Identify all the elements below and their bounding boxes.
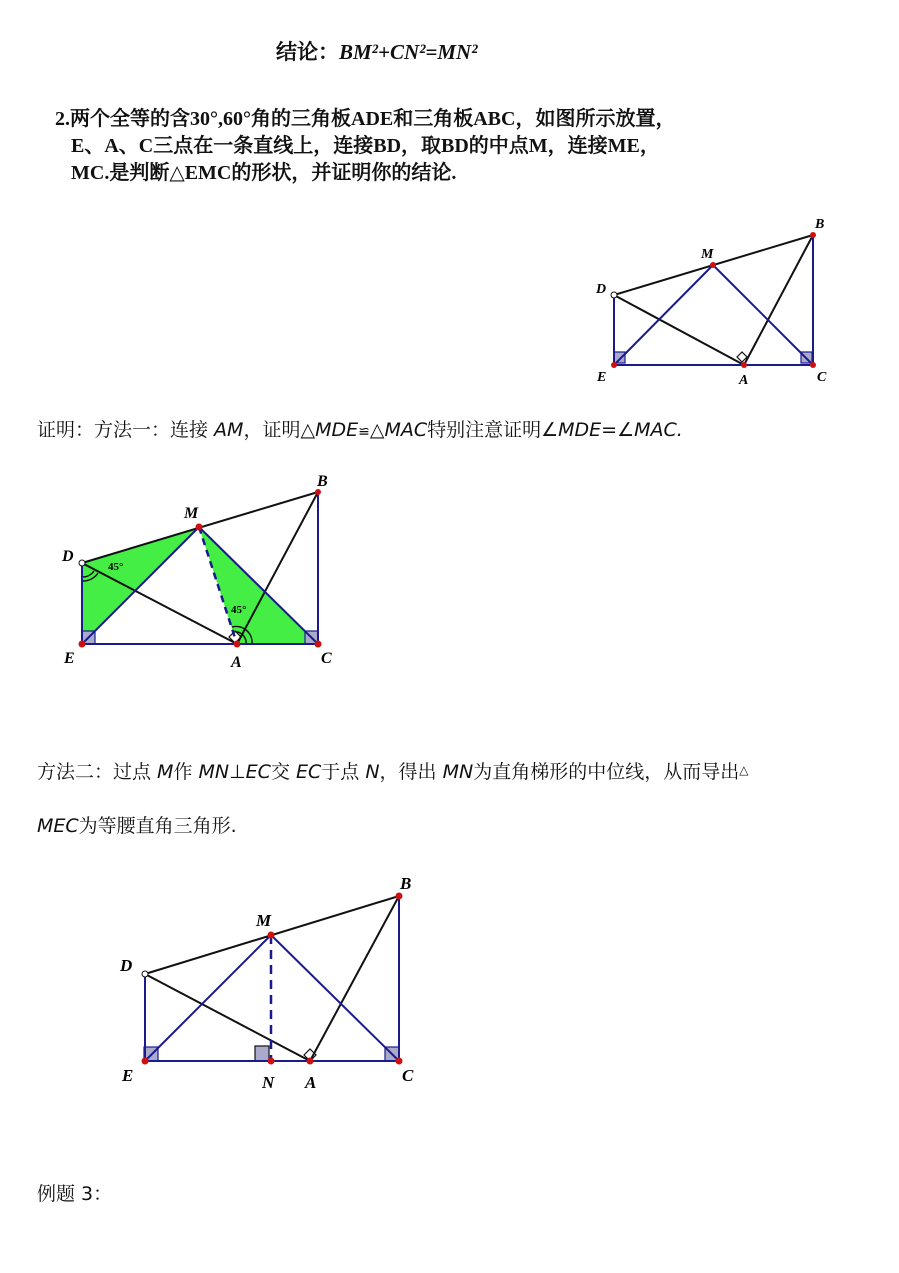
conclusion-label: 结论： (276, 40, 339, 64)
point-e (142, 1058, 149, 1065)
method-2-part-4: 于点 (321, 761, 366, 783)
right-angle-mark-e (614, 352, 625, 363)
point-c (315, 641, 322, 648)
conclusion-line (276, 36, 478, 66)
problem-line-2: E、A、C三点在一条直线上，连接BD，取BD的中点M，连接ME， (71, 135, 660, 157)
method-1-mid: ，证明 (243, 419, 301, 441)
method-2-part-3: 交 (270, 761, 296, 783)
label-c: C (321, 650, 332, 667)
point-a (741, 362, 747, 368)
label-d: D (596, 282, 607, 297)
point-m (268, 932, 275, 939)
problem-line-3: MC.是判断△EMC的形状，并证明你的结论. (71, 162, 457, 184)
method-1-am: AM (214, 419, 244, 441)
label-m: M (256, 911, 272, 930)
method-1-prefix: 证明：方法一：连接 (37, 419, 215, 441)
segment-mc (271, 935, 399, 1061)
method-2-point-n: N (365, 761, 380, 783)
angle-label-a: 45° (231, 604, 247, 616)
method-2-ec-1: EC (245, 761, 271, 783)
label-a: A (739, 373, 749, 388)
label-c: C (817, 370, 827, 385)
segment-da (145, 974, 310, 1061)
method-1-tri-mde: △MDE (300, 419, 359, 441)
method-2-perp: ⊥ (229, 761, 246, 783)
label-c: C (402, 1066, 414, 1085)
label-n: N (262, 1073, 275, 1092)
method-2-mn: MN (198, 761, 230, 783)
label-e: E (64, 650, 75, 667)
method-2-part-5: ，得出 (379, 761, 443, 783)
point-d (142, 971, 148, 977)
figure-3-diagram (115, 866, 425, 1096)
point-d (611, 292, 617, 298)
point-b (810, 232, 816, 238)
method-2-mec: MEC (37, 815, 79, 837)
method-1-angles: ∠MDE=∠MAC. (541, 419, 683, 441)
point-a (307, 1058, 314, 1065)
segment-mc (713, 265, 813, 365)
label-d: D (62, 548, 74, 565)
segment-ab (744, 235, 813, 365)
method-2-part-1: 方法二：过点 (37, 761, 158, 783)
point-d (79, 560, 85, 566)
figure-2-diagram (55, 468, 345, 678)
label-a: A (305, 1073, 317, 1092)
method-1-cong: ≌ (358, 424, 370, 440)
label-m: M (701, 247, 714, 262)
segment-da (614, 295, 744, 365)
label-d: D (120, 956, 133, 975)
point-e (611, 362, 617, 368)
point-n (268, 1058, 275, 1065)
point-c (396, 1058, 403, 1065)
method-1-tri-mac: △MAC (369, 419, 428, 441)
point-a (234, 641, 241, 648)
point-m (196, 524, 203, 531)
problem-line-1: 2.两个全等的含30°,60°角的三角板ADE和三角板ABC，如图所示放置， (55, 108, 676, 130)
label-b: B (815, 217, 825, 232)
method-2-part-2: 作 (173, 761, 199, 783)
right-angle-mark-n (255, 1046, 269, 1061)
problem-statement (55, 106, 775, 187)
segment-ab (310, 896, 399, 1061)
point-e (79, 641, 86, 648)
label-e: E (597, 370, 607, 385)
label-a: A (231, 654, 242, 671)
label-b: B (400, 874, 412, 893)
method-2-mn-2: MN (442, 761, 474, 783)
conclusion-formula: BM²+CN²=MN² (339, 40, 478, 64)
point-b (396, 893, 403, 900)
label-b: B (317, 473, 328, 490)
method-1-tail: 特别注意证明 (427, 419, 542, 441)
method-2-triangle-symbol: △ (739, 763, 749, 777)
figure-1-diagram (590, 212, 840, 392)
angle-label-d: 45° (108, 561, 124, 573)
method-2-line-2 (37, 813, 237, 839)
label-m: M (184, 505, 199, 522)
label-e: E (122, 1066, 134, 1085)
method-2-ec-2: EC (296, 761, 322, 783)
method-2-line-1 (37, 757, 748, 785)
method-2-conclusion: 为等腰直角三角形. (78, 815, 237, 837)
point-c (810, 362, 816, 368)
method-2-part-6: 为直角梯形的中位线，从而导出 (473, 761, 740, 783)
point-m (710, 262, 716, 268)
method-2-point-m: M (157, 761, 174, 783)
example-3-heading: 例题 3： (37, 1183, 113, 1205)
method-1-text (37, 417, 683, 445)
